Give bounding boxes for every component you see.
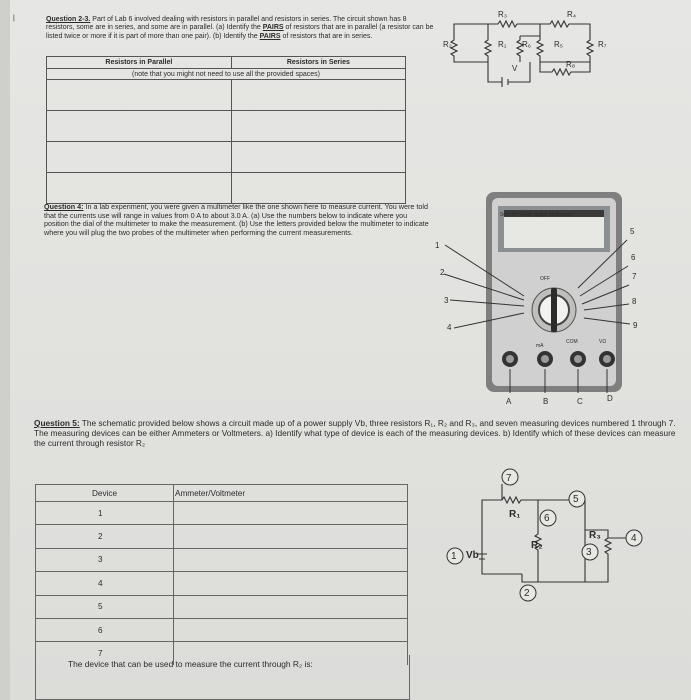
question-4-heading: Question 4:: [44, 202, 84, 211]
r3-label: R₃: [498, 10, 508, 19]
answer-cell[interactable]: [231, 173, 405, 204]
question-2-body-b: of resistors that are in parallel (a resistor can be listed twice or more if it is part of more than one pair). (b) Identify the: [46, 24, 434, 40]
device-5-label: 5: [573, 494, 579, 505]
answer-cell[interactable]: [231, 80, 405, 111]
question-2-text: [46, 16, 434, 41]
dial-position-2: 2: [440, 268, 445, 277]
answer-cell[interactable]: [47, 111, 232, 142]
device-number: 2: [36, 525, 174, 548]
question-5-text: [34, 418, 689, 448]
parallel-series-table: [46, 56, 406, 204]
device-2-label: 2: [524, 588, 530, 599]
question-4-text: [44, 203, 429, 238]
device-number: 5: [36, 595, 174, 618]
device-table: [35, 484, 408, 665]
device-1-label: 1: [451, 551, 457, 562]
answer-cell[interactable]: [47, 142, 232, 173]
device-3-label: 3: [586, 547, 592, 558]
table-row: [47, 111, 406, 142]
question-5-heading: Question 5:: [34, 418, 80, 428]
device-number: 7: [36, 642, 174, 665]
question-2-pairs-a: PAIRS: [262, 24, 284, 32]
vomega-label: VΩ: [599, 339, 607, 345]
r2-label: R₂: [531, 540, 543, 551]
answer-cell[interactable]: [174, 595, 408, 618]
dial-position-9: 9: [633, 321, 638, 330]
r8-label: R₈: [566, 60, 576, 69]
device-number: 6: [36, 618, 174, 641]
dial-position-8: 8: [632, 297, 637, 306]
jack-c-label: C: [577, 397, 583, 406]
final-question-text: The device that can be used to measure the current through R₂ is:: [68, 659, 313, 669]
v-label: V: [512, 64, 518, 73]
vb-label: Vb: [466, 550, 479, 561]
jack-d-label: D: [607, 394, 613, 403]
col-series-header: Resistors in Series: [231, 57, 405, 69]
question-5-body: The schematic provided below shows a circuit made up of a power supply Vb, three resistors R₁, R₂ and R₃, and seven measuring devices numbered 1 through 7. The measuring devices can be either Ammeters or Voltmeters. a) Identify what type of device is each of the measuring devices. b) Identify which of these devices can measure the current through resistor R₂: [34, 418, 676, 448]
r6-label: R₆: [522, 40, 532, 49]
device-7-label: 7: [506, 473, 512, 484]
eight-resistor-circuit: [440, 4, 610, 94]
col-parallel-header: Resistors in Parallel: [47, 57, 232, 69]
table-row: [36, 525, 408, 548]
multimeter-brand: SOUTH-WIRE Digital Multimeter: [500, 212, 573, 218]
page-margin: [0, 0, 10, 700]
answer-cell[interactable]: [174, 502, 408, 525]
answer-cell[interactable]: [174, 572, 408, 595]
margin-mark: |: [13, 15, 15, 22]
question-2-heading: Question 2-3.: [46, 16, 91, 23]
jack-b-label: B: [543, 397, 549, 406]
col-meter-header: Ammeter/Voltmeter: [174, 485, 408, 502]
device-6-label: 6: [544, 513, 550, 524]
table-row: [47, 142, 406, 173]
r5-label: R₅: [554, 40, 563, 49]
table-row: [36, 572, 408, 595]
answer-cell[interactable]: [174, 525, 408, 548]
device-number: 3: [36, 548, 174, 571]
dial-position-7: 7: [632, 272, 637, 281]
r2-label: R₂: [443, 40, 452, 49]
question-2-pairs-b: PAIRS: [259, 32, 281, 40]
question-2-body-a: Part of Lab 6 involved dealing with resistors in parallel and resistors in series. The circuit shown has 8 resistors, some are in series, and some are in parallel. (a) Identify the: [46, 16, 407, 32]
answer-cell[interactable]: [47, 80, 232, 111]
final-answer-box[interactable]: [35, 655, 410, 700]
table-row: [36, 595, 408, 618]
dial-position-6: 6: [631, 253, 636, 262]
answer-cell[interactable]: [231, 111, 405, 142]
jack-a-label: A: [506, 397, 512, 406]
answer-cell[interactable]: [174, 618, 408, 641]
r1-label: R₁: [509, 509, 521, 520]
r3-label: R₃: [589, 530, 601, 541]
com-label: COM: [566, 339, 578, 345]
dial-position-4: 4: [447, 323, 452, 332]
answer-cell[interactable]: [174, 548, 408, 571]
r1-label: R₁: [498, 40, 507, 49]
table-row: [36, 502, 408, 525]
r4-label: R₄: [567, 10, 577, 19]
col-device-header: Device: [36, 485, 174, 502]
off-label: OFF: [540, 276, 550, 282]
dial-position-1: 1: [435, 241, 440, 250]
r7-label: R₇: [598, 40, 607, 49]
table-row: [36, 548, 408, 571]
table-row: [36, 618, 408, 641]
dial-position-5: 5: [630, 227, 635, 236]
answer-cell[interactable]: [47, 173, 232, 204]
question-2-body-c: of resistors that are in series.: [282, 32, 373, 40]
device-number: 1: [36, 502, 174, 525]
question-4-body: In a lab experiment, you were given a multimeter like the one shown here to measure current. You were told that the currents use will range in values from 0 A to about 3.0 A. (a) Use the numbers below to indicate where you position the dial of the multimeter to make the measurement. (b) Use the letters provided below the multimeter to indicate where you will plug the two probes of the multimeter when performing the current measurements.: [44, 202, 429, 238]
device-4-label: 4: [631, 533, 637, 544]
table-row: [47, 173, 406, 204]
device-number: 4: [36, 572, 174, 595]
table-row: [47, 80, 406, 111]
table-note: (note that you might not need to use all the provided spaces): [47, 69, 406, 80]
ma-label: mA: [536, 343, 544, 349]
answer-cell[interactable]: [231, 142, 405, 173]
dial-position-3: 3: [444, 296, 449, 305]
